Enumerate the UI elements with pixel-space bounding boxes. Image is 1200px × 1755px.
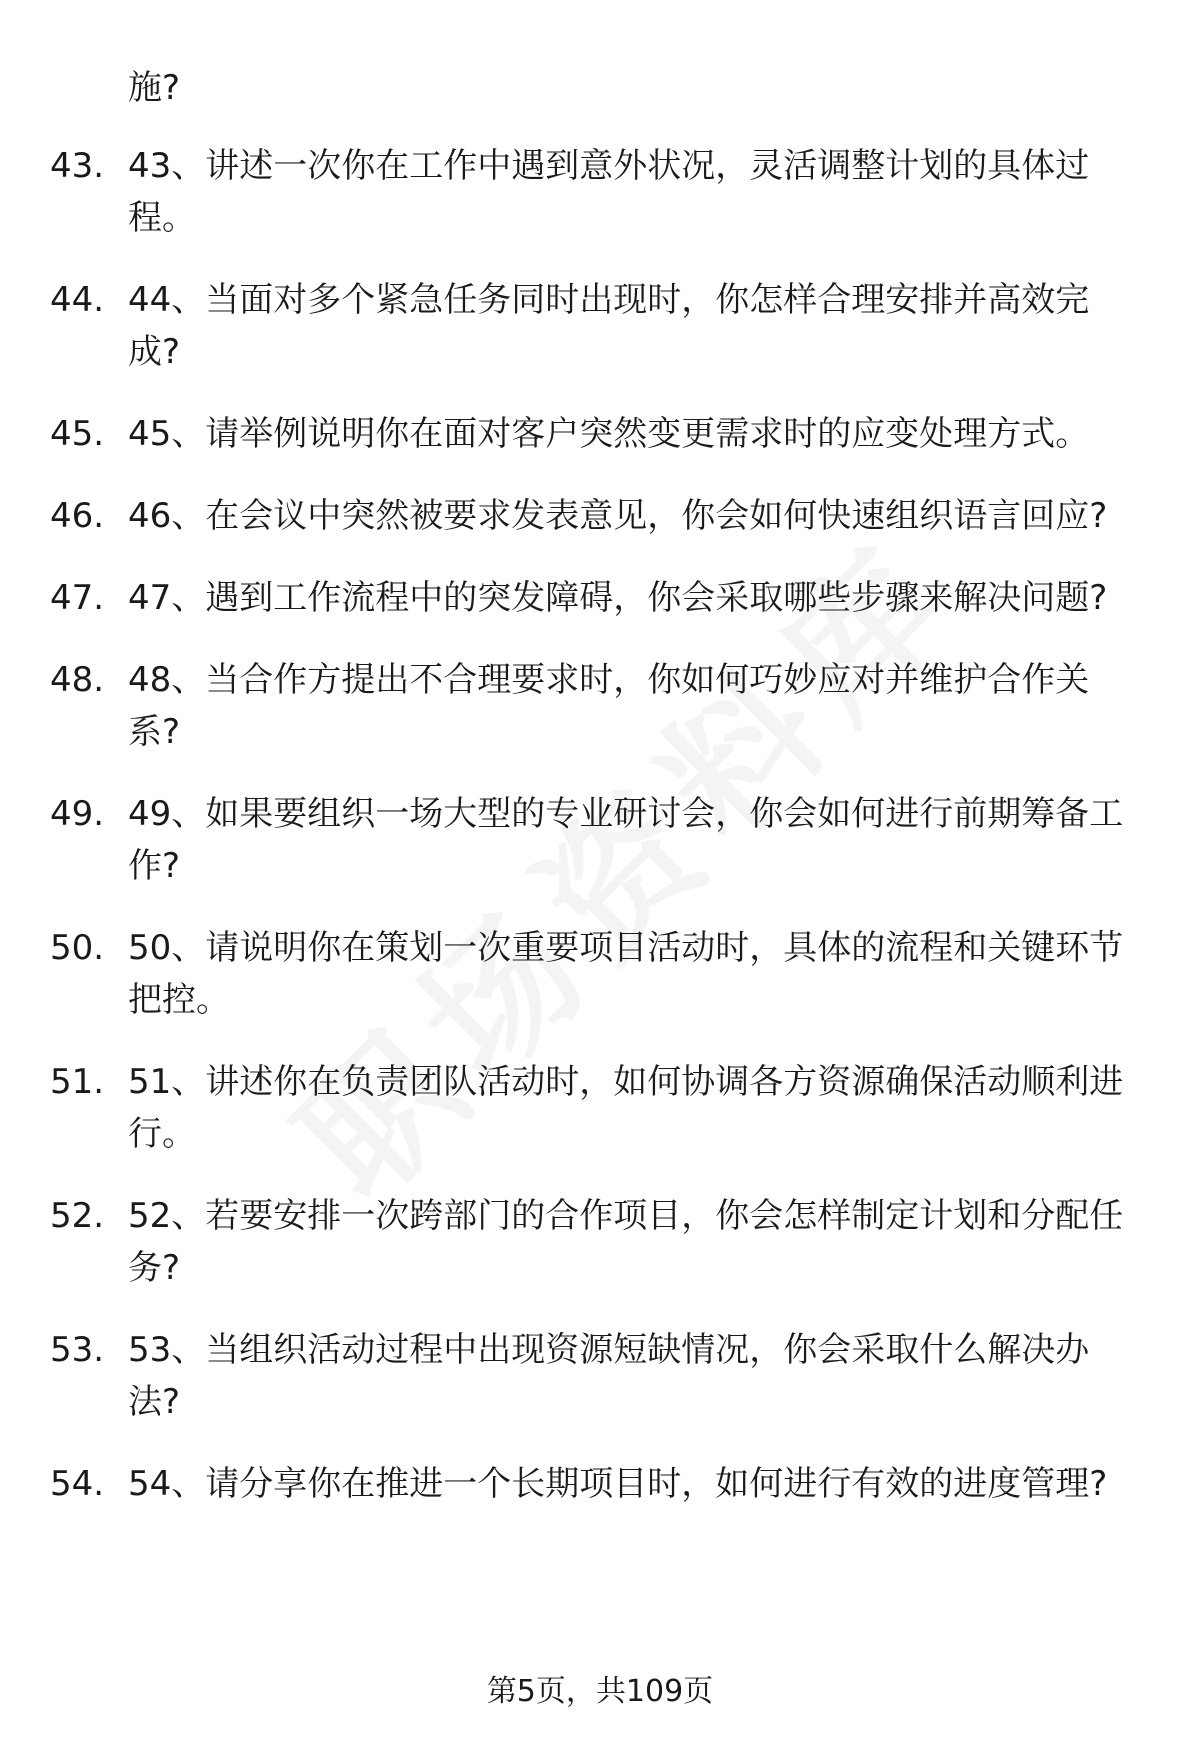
question-item	[50, 922, 1150, 1026]
question-text: 50、请说明你在策划一次重要项目活动时，具体的流程和关键环节把控。	[128, 928, 1124, 1020]
question-item	[50, 274, 1150, 378]
question-item	[50, 654, 1150, 758]
question-text: 47、遇到工作流程中的突发障碍，你会采取哪些步骤来解决问题?	[128, 578, 1108, 618]
question-text: 53、当组织活动过程中出现资源短缺情况，你会采取什么解决办法?	[128, 1330, 1090, 1422]
question-number: 50.	[50, 928, 105, 968]
continued-question-fragment: 施?	[128, 68, 181, 108]
question-number: 52.	[50, 1196, 105, 1236]
question-number: 43.	[50, 146, 105, 186]
question-number: 44.	[50, 280, 105, 320]
question-item	[50, 1190, 1150, 1294]
question-item	[50, 788, 1150, 892]
question-number: 47.	[50, 578, 105, 618]
question-item	[50, 1458, 1150, 1510]
question-item	[50, 572, 1150, 624]
page-footer: 第5页，共109页	[486, 1674, 714, 1709]
question-text: 52、若要安排一次跨部门的合作项目，你会怎样制定计划和分配任务?	[128, 1196, 1124, 1288]
question-item	[50, 490, 1150, 542]
question-text: 44、当面对多个紧急任务同时出现时，你怎样合理安排并高效完成?	[128, 280, 1090, 372]
question-list	[50, 140, 1150, 1540]
question-text: 54、请分享你在推进一个长期项目时，如何进行有效的进度管理?	[128, 1464, 1108, 1504]
question-item	[50, 140, 1150, 244]
question-number: 46.	[50, 496, 105, 536]
question-number: 51.	[50, 1062, 105, 1102]
question-text: 51、讲述你在负责团队活动时，如何协调各方资源确保活动顺利进行。	[128, 1062, 1124, 1154]
question-text: 48、当合作方提出不合理要求时，你如何巧妙应对并维护合作关系?	[128, 660, 1090, 752]
question-item	[50, 1056, 1150, 1160]
question-item	[50, 408, 1150, 460]
question-number: 54.	[50, 1464, 105, 1504]
question-text: 49、如果要组织一场大型的专业研讨会，你会如何进行前期筹备工作?	[128, 794, 1124, 886]
question-item	[50, 1324, 1150, 1428]
question-number: 45.	[50, 414, 105, 454]
question-text: 45、请举例说明你在面对客户突然变更需求时的应变处理方式。	[128, 414, 1090, 454]
question-text: 43、讲述一次你在工作中遇到意外状况，灵活调整计划的具体过程。	[128, 146, 1090, 238]
question-number: 53.	[50, 1330, 105, 1370]
question-number: 49.	[50, 794, 105, 834]
question-number: 48.	[50, 660, 105, 700]
question-text: 46、在会议中突然被要求发表意见，你会如何快速组织语言回应?	[128, 496, 1108, 536]
